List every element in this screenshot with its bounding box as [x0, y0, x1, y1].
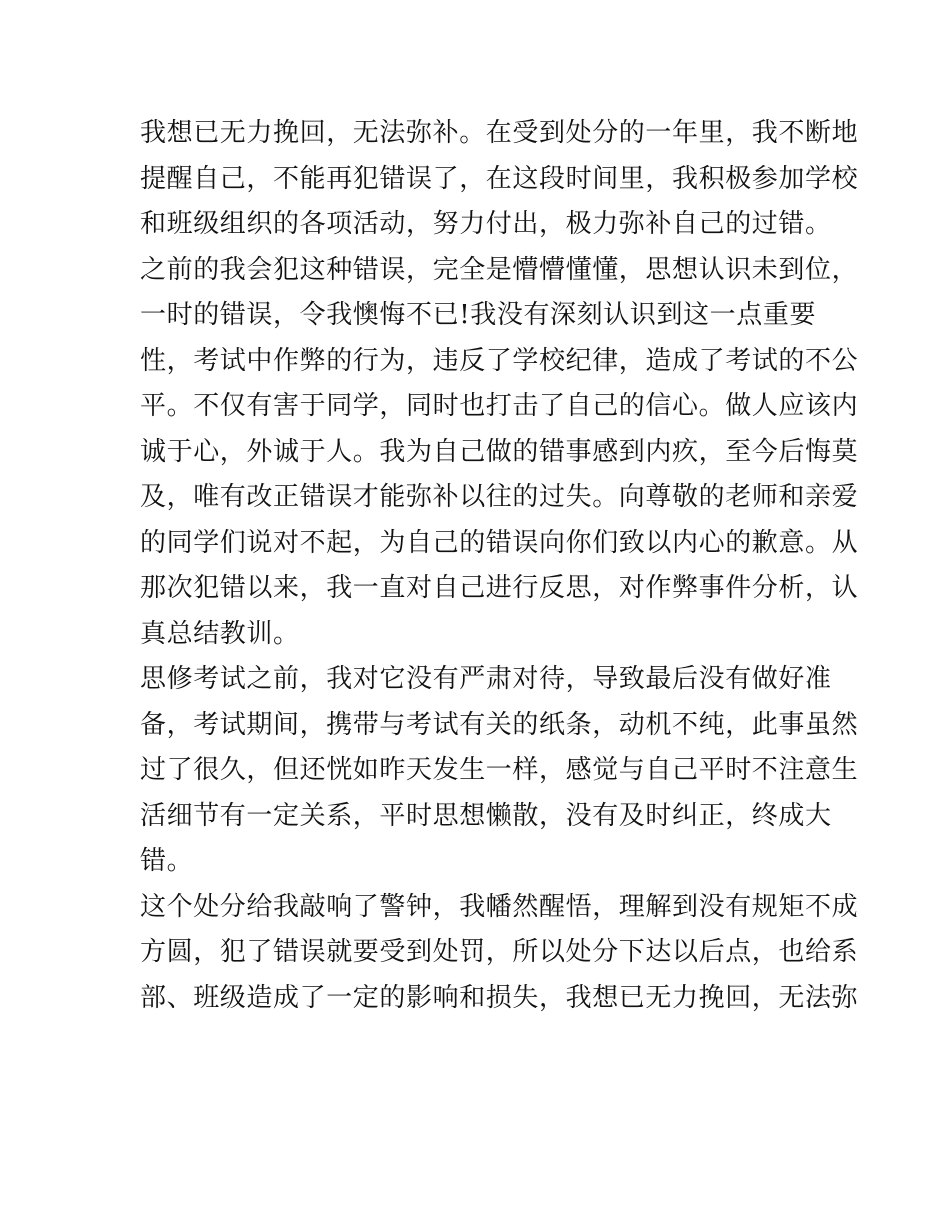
text-line: 真总结教训。 [140, 618, 300, 649]
text-line: 平。不仅有害于同学，同时也打击了自己的信心。做人应该内 [140, 391, 859, 421]
text-line: 方圆，犯了错误就要受到处罚，所以处分下达以后点，也给系 [140, 937, 859, 967]
text-line: 提醒自己，不能再犯错误了，在这段时间里，我积极参加学校 [140, 163, 859, 194]
text-line: 活细节有一定关系，平时思想懒散，没有及时纠正，终成大 [140, 800, 832, 831]
text-line: 部、班级造成了一定的影响和损失，我想已无力挽回，无法弥 [140, 982, 859, 1013]
text-line: 诚于心，外诚于人。我为自己做的错事感到内疚，至今后悔莫 [140, 436, 859, 467]
text-line: 那次犯错以来，我一直对自己进行反思，对作弊事件分析，认 [140, 573, 859, 603]
document-body [140, 111, 859, 1021]
text-line: 之前的我会犯这种错误，完全是懵懵懂懂，思想认识未到位， [140, 254, 859, 285]
text-line: 一时的错误，令我懊悔不已!我没有深刻认识到这一点重要 [140, 300, 817, 330]
text-line: 思修考试之前，我对它没有严肃对待，导致最后没有做好准 [140, 664, 832, 694]
text-line: 这个处分给我敲响了警钟，我幡然醒悟，理解到没有规矩不成 [140, 891, 859, 922]
text-line: 的同学们说对不起，为自己的错误向你们致以内心的歉意。从 [140, 527, 859, 558]
text-line: 过了很久，但还恍如昨天发生一样，感觉与自己平时不注意生 [140, 755, 859, 785]
text-line: 和班级组织的各项活动，努力付出，极力弥补自己的过错。 [140, 209, 832, 239]
text-line: 性，考试中作弊的行为，违反了学校纪律，造成了考试的不公 [140, 345, 859, 376]
text-line: 我想已无力挽回，无法弥补。在受到处分的一年里，我不断地 [140, 118, 859, 148]
text-line: 及，唯有改正错误才能弥补以往的过失。向尊敬的老师和亲爱 [140, 482, 859, 512]
text-line: 错。 [140, 846, 194, 876]
text-line: 备，考试期间，携带与考试有关的纸条，动机不纯，此事虽然 [140, 709, 859, 740]
